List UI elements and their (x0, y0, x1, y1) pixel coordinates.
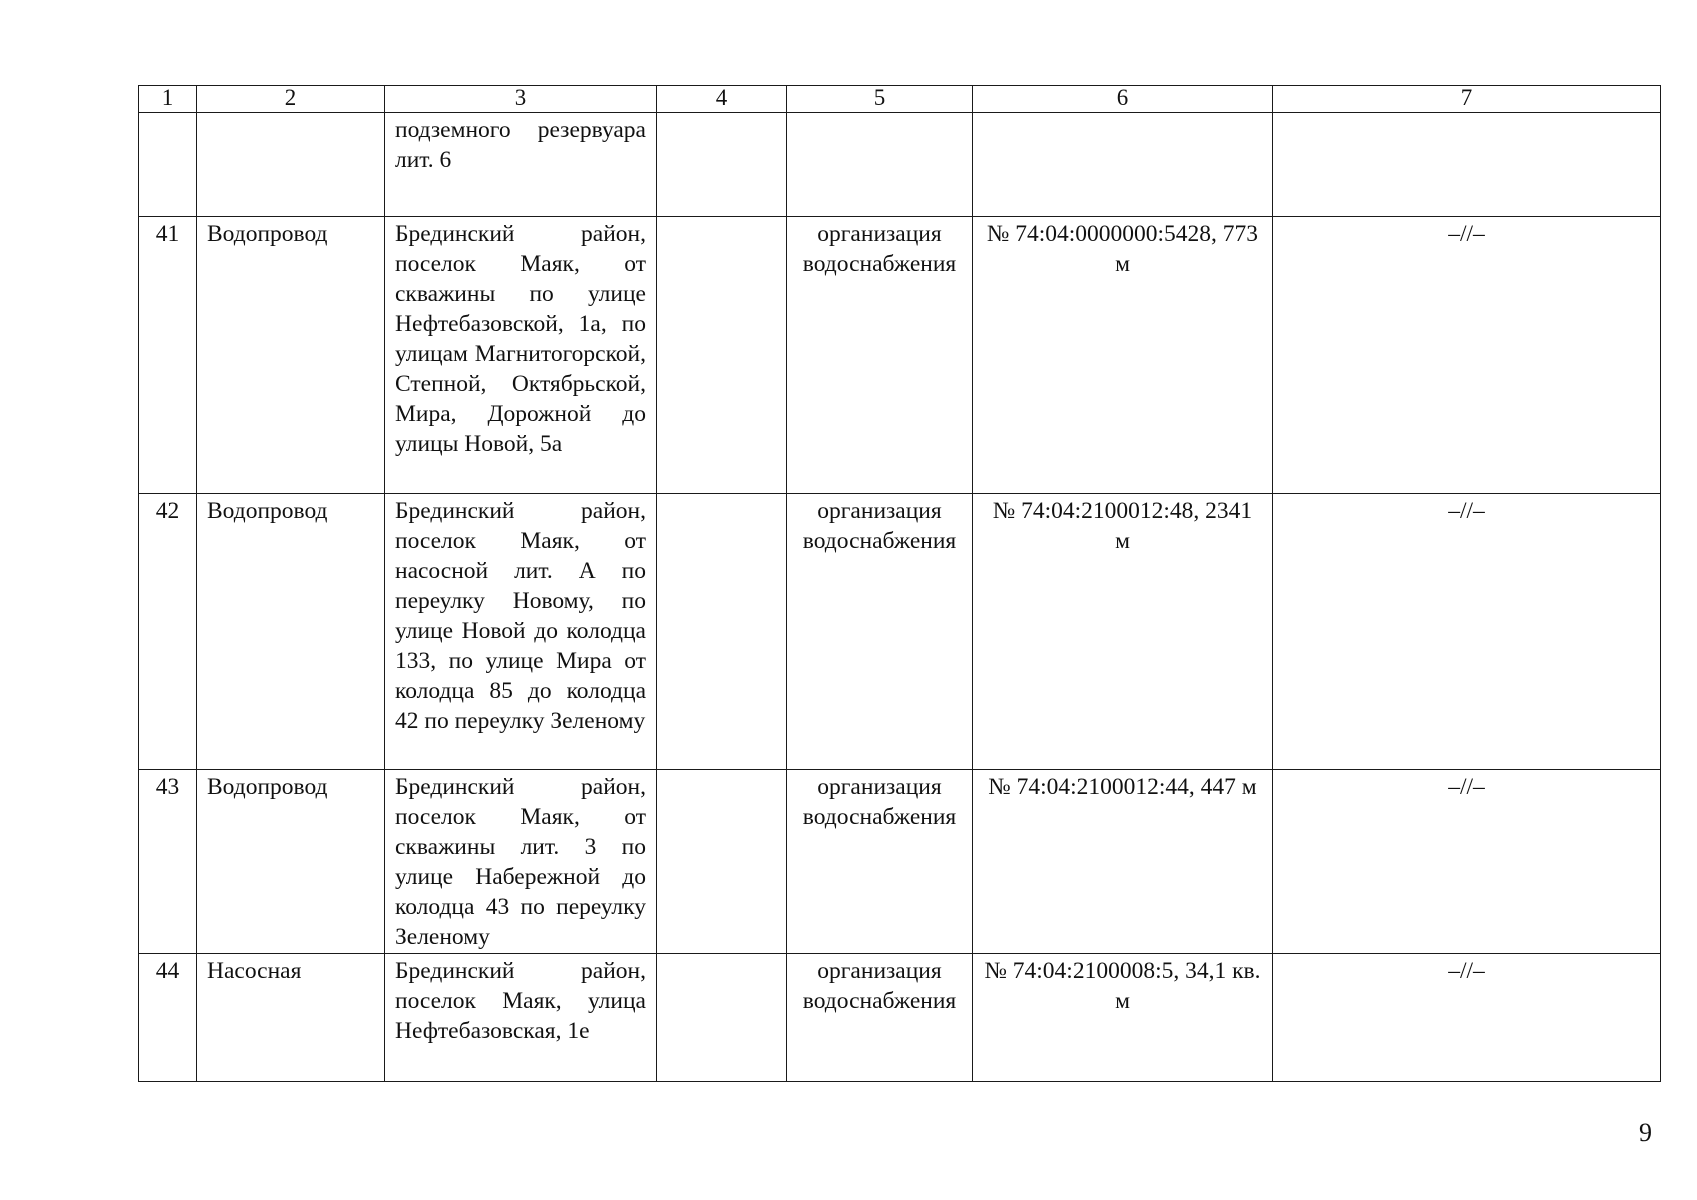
note (1273, 113, 1661, 217)
object-name: Водопровод (197, 217, 385, 494)
column-4-value (657, 494, 787, 770)
column-number: 5 (787, 86, 973, 113)
property-registry-table (138, 85, 1661, 1082)
table-row (139, 770, 1661, 954)
object-address: Брединский район, поселок Маяк, от скважины лит. 3 по улице Набережной до колодца 43 по переулку Зеленому (385, 770, 657, 954)
column-number-row (139, 86, 1661, 113)
organization: организация водоснабжения (787, 217, 973, 494)
object-address: Брединский район, поселок Маяк, от скважины по улице Нефтебазовской, 1а, по улицам Магнитогорской, Степной, Октябрьской, Мира, Дорожной до улицы Новой, 5а (385, 217, 657, 494)
note: –//– (1273, 770, 1661, 954)
column-number: 3 (385, 86, 657, 113)
note: –//– (1273, 494, 1661, 770)
column-4-value (657, 770, 787, 954)
column-number: 6 (973, 86, 1273, 113)
note: –//– (1273, 954, 1661, 1082)
cadastral-number: № 74:04:0000000:5428, 773 м (973, 217, 1273, 494)
page-number: 9 (1639, 1118, 1652, 1147)
column-number: 4 (657, 86, 787, 113)
table-row (139, 954, 1661, 1082)
row-number: 41 (139, 217, 197, 494)
column-number: 2 (197, 86, 385, 113)
column-number: 1 (139, 86, 197, 113)
object-address: Брединский район, поселок Маяк, от насосной лит. А по переулку Новому, по улице Новой до колодца 133, по улице Мира от колодца 85 до колодца 42 по переулку Зеленому (385, 494, 657, 770)
organization: организация водоснабжения (787, 954, 973, 1082)
note: –//– (1273, 217, 1661, 494)
object-address: Брединский район, поселок Маяк, улица Нефтебазовская, 1е (385, 954, 657, 1082)
object-name: Водопровод (197, 770, 385, 954)
object-name: Водопровод (197, 494, 385, 770)
row-number (139, 113, 197, 217)
organization (787, 113, 973, 217)
column-4-value (657, 954, 787, 1082)
object-name: Насосная (197, 954, 385, 1082)
organization: организация водоснабжения (787, 494, 973, 770)
cadastral-number (973, 113, 1273, 217)
object-address: подземного резервуара лит. 6 (385, 113, 657, 217)
row-number: 42 (139, 494, 197, 770)
column-number: 7 (1273, 86, 1661, 113)
cadastral-number: № 74:04:2100012:48, 2341 м (973, 494, 1273, 770)
row-number: 43 (139, 770, 197, 954)
row-number: 44 (139, 954, 197, 1082)
column-4-value (657, 113, 787, 217)
table-row (139, 113, 1661, 217)
cadastral-number: № 74:04:2100008:5, 34,1 кв. м (973, 954, 1273, 1082)
table-row (139, 217, 1661, 494)
table-row (139, 494, 1661, 770)
cadastral-number: № 74:04:2100012:44, 447 м (973, 770, 1273, 954)
organization: организация водоснабжения (787, 770, 973, 954)
object-name (197, 113, 385, 217)
column-4-value (657, 217, 787, 494)
